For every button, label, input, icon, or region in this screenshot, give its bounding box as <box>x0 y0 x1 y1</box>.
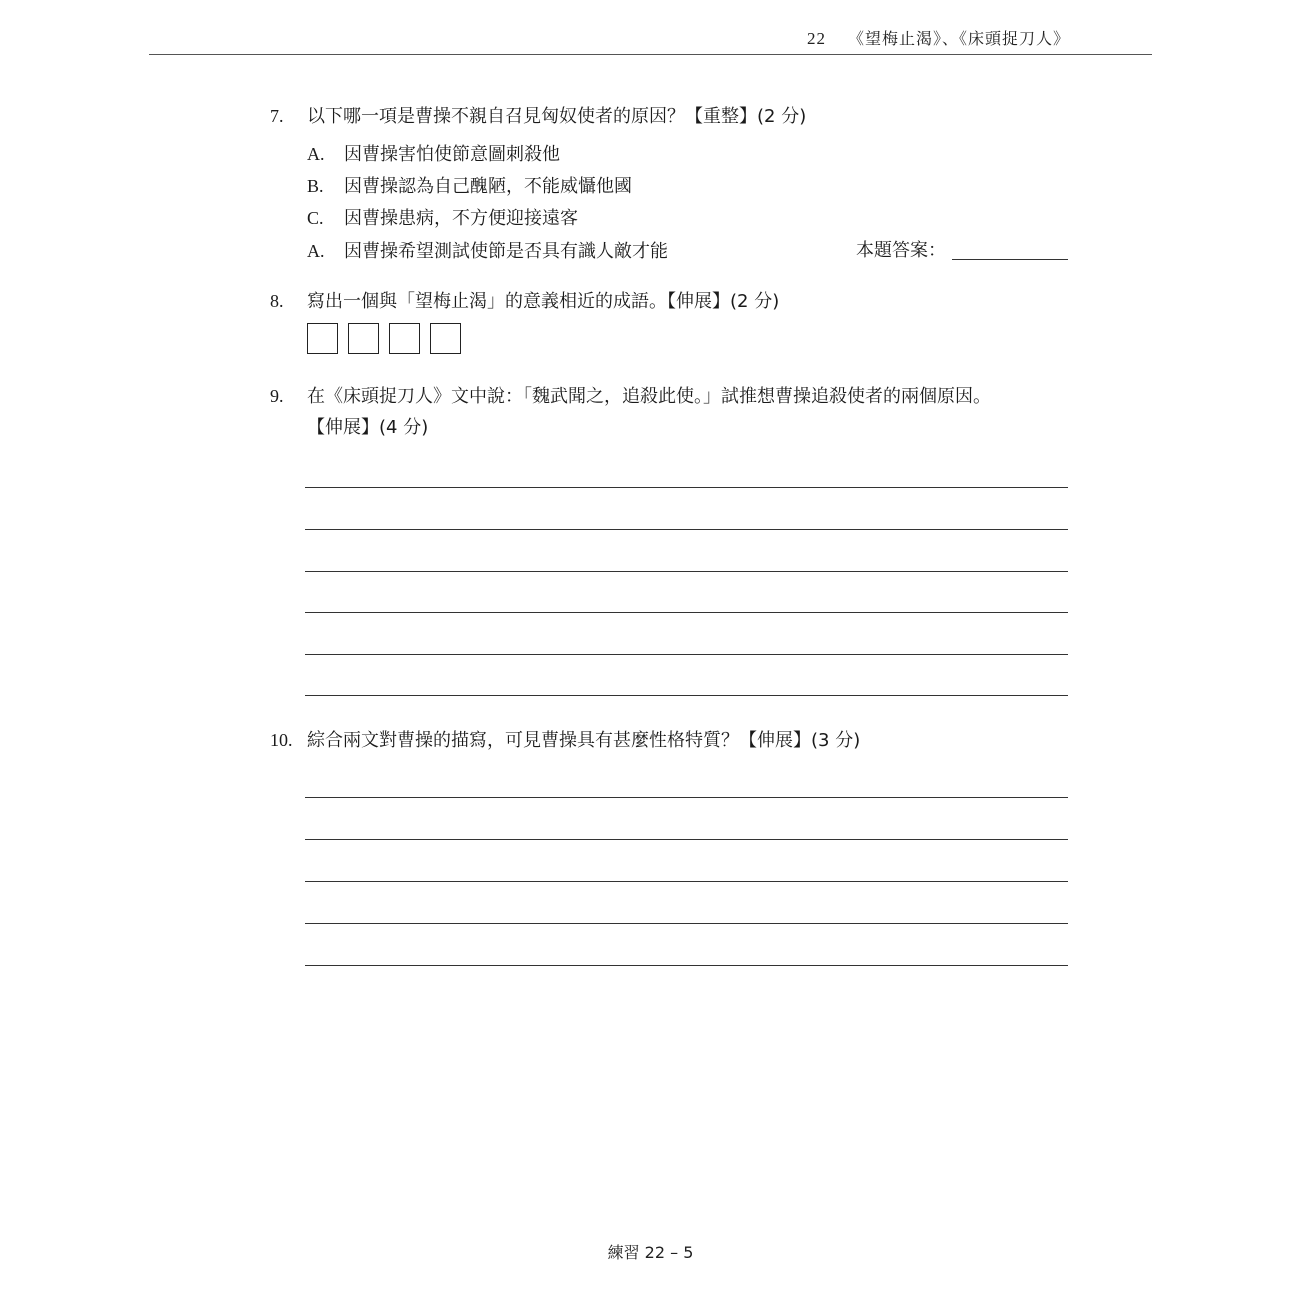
option-letter: A. <box>307 241 325 261</box>
question-8 <box>270 286 779 317</box>
answer-line[interactable] <box>305 695 1068 696</box>
option-text: 因曹操害怕使節意圖刺殺他 <box>344 144 560 165</box>
answer-line[interactable] <box>305 529 1068 530</box>
question-9-continuation: 【伸展】(4 分) <box>307 417 429 438</box>
chapter-number: 22 <box>806 29 826 48</box>
answer-box-4[interactable] <box>430 323 461 354</box>
option-c <box>307 203 578 234</box>
question-text: 綜合兩文對曹操的描寫，可見曹操具有甚麼性格特質？【伸展】(3 分) <box>307 730 861 751</box>
answer-line[interactable] <box>305 965 1068 966</box>
answer-line[interactable] <box>305 612 1068 613</box>
answer-line[interactable] <box>305 881 1068 882</box>
option-text: 因曹操希望測試使節是否具有識人敵才能 <box>344 241 668 262</box>
question-7 <box>270 101 806 132</box>
answer-box-1[interactable] <box>307 323 338 354</box>
answer-line[interactable] <box>305 487 1068 488</box>
page-footer: 練習 22 – 5 <box>607 1243 694 1262</box>
answer-line[interactable] <box>305 797 1068 798</box>
chapter-title: 《望梅止渴》、《床頭捉刀人》 <box>847 29 1070 48</box>
question-10 <box>270 725 860 756</box>
question-number: 9. <box>270 386 284 406</box>
question-number: 10. <box>270 730 293 750</box>
answer-label: 本題答案： <box>856 240 946 261</box>
option-letter: A. <box>307 144 325 164</box>
question-text: 以下哪一項是曹操不親自召見匈奴使者的原因？【重整】(2 分) <box>307 106 807 127</box>
option-b <box>307 171 632 202</box>
option-letter: C. <box>307 208 324 228</box>
question-number: 7. <box>270 106 284 126</box>
answer-line[interactable] <box>305 654 1068 655</box>
answer-line[interactable] <box>305 839 1068 840</box>
question-text: 寫出一個與「望梅止渴」的意義相近的成語。【伸展】(2 分) <box>307 291 780 312</box>
header-text <box>807 26 1070 49</box>
page-header <box>149 26 1152 55</box>
answer-blank[interactable] <box>952 259 1068 260</box>
answer-line[interactable] <box>305 571 1068 572</box>
answer-box-3[interactable] <box>389 323 420 354</box>
answer-line[interactable] <box>305 923 1068 924</box>
option-text: 因曹操患病，不方便迎接遠客 <box>344 208 578 229</box>
question-number: 8. <box>270 291 284 311</box>
option-a <box>307 139 560 170</box>
option-text: 因曹操認為自己醜陋，不能威懾他國 <box>344 176 632 197</box>
option-d <box>307 236 668 267</box>
question-text: 在《床頭捉刀人》文中說：「魏武聞之，追殺此使。」試推想曹操追殺使者的兩個原因。 <box>307 386 991 407</box>
question-9 <box>270 381 991 412</box>
option-letter: B. <box>307 176 324 196</box>
idiom-answer-boxes <box>307 323 461 354</box>
answer-box-2[interactable] <box>348 323 379 354</box>
